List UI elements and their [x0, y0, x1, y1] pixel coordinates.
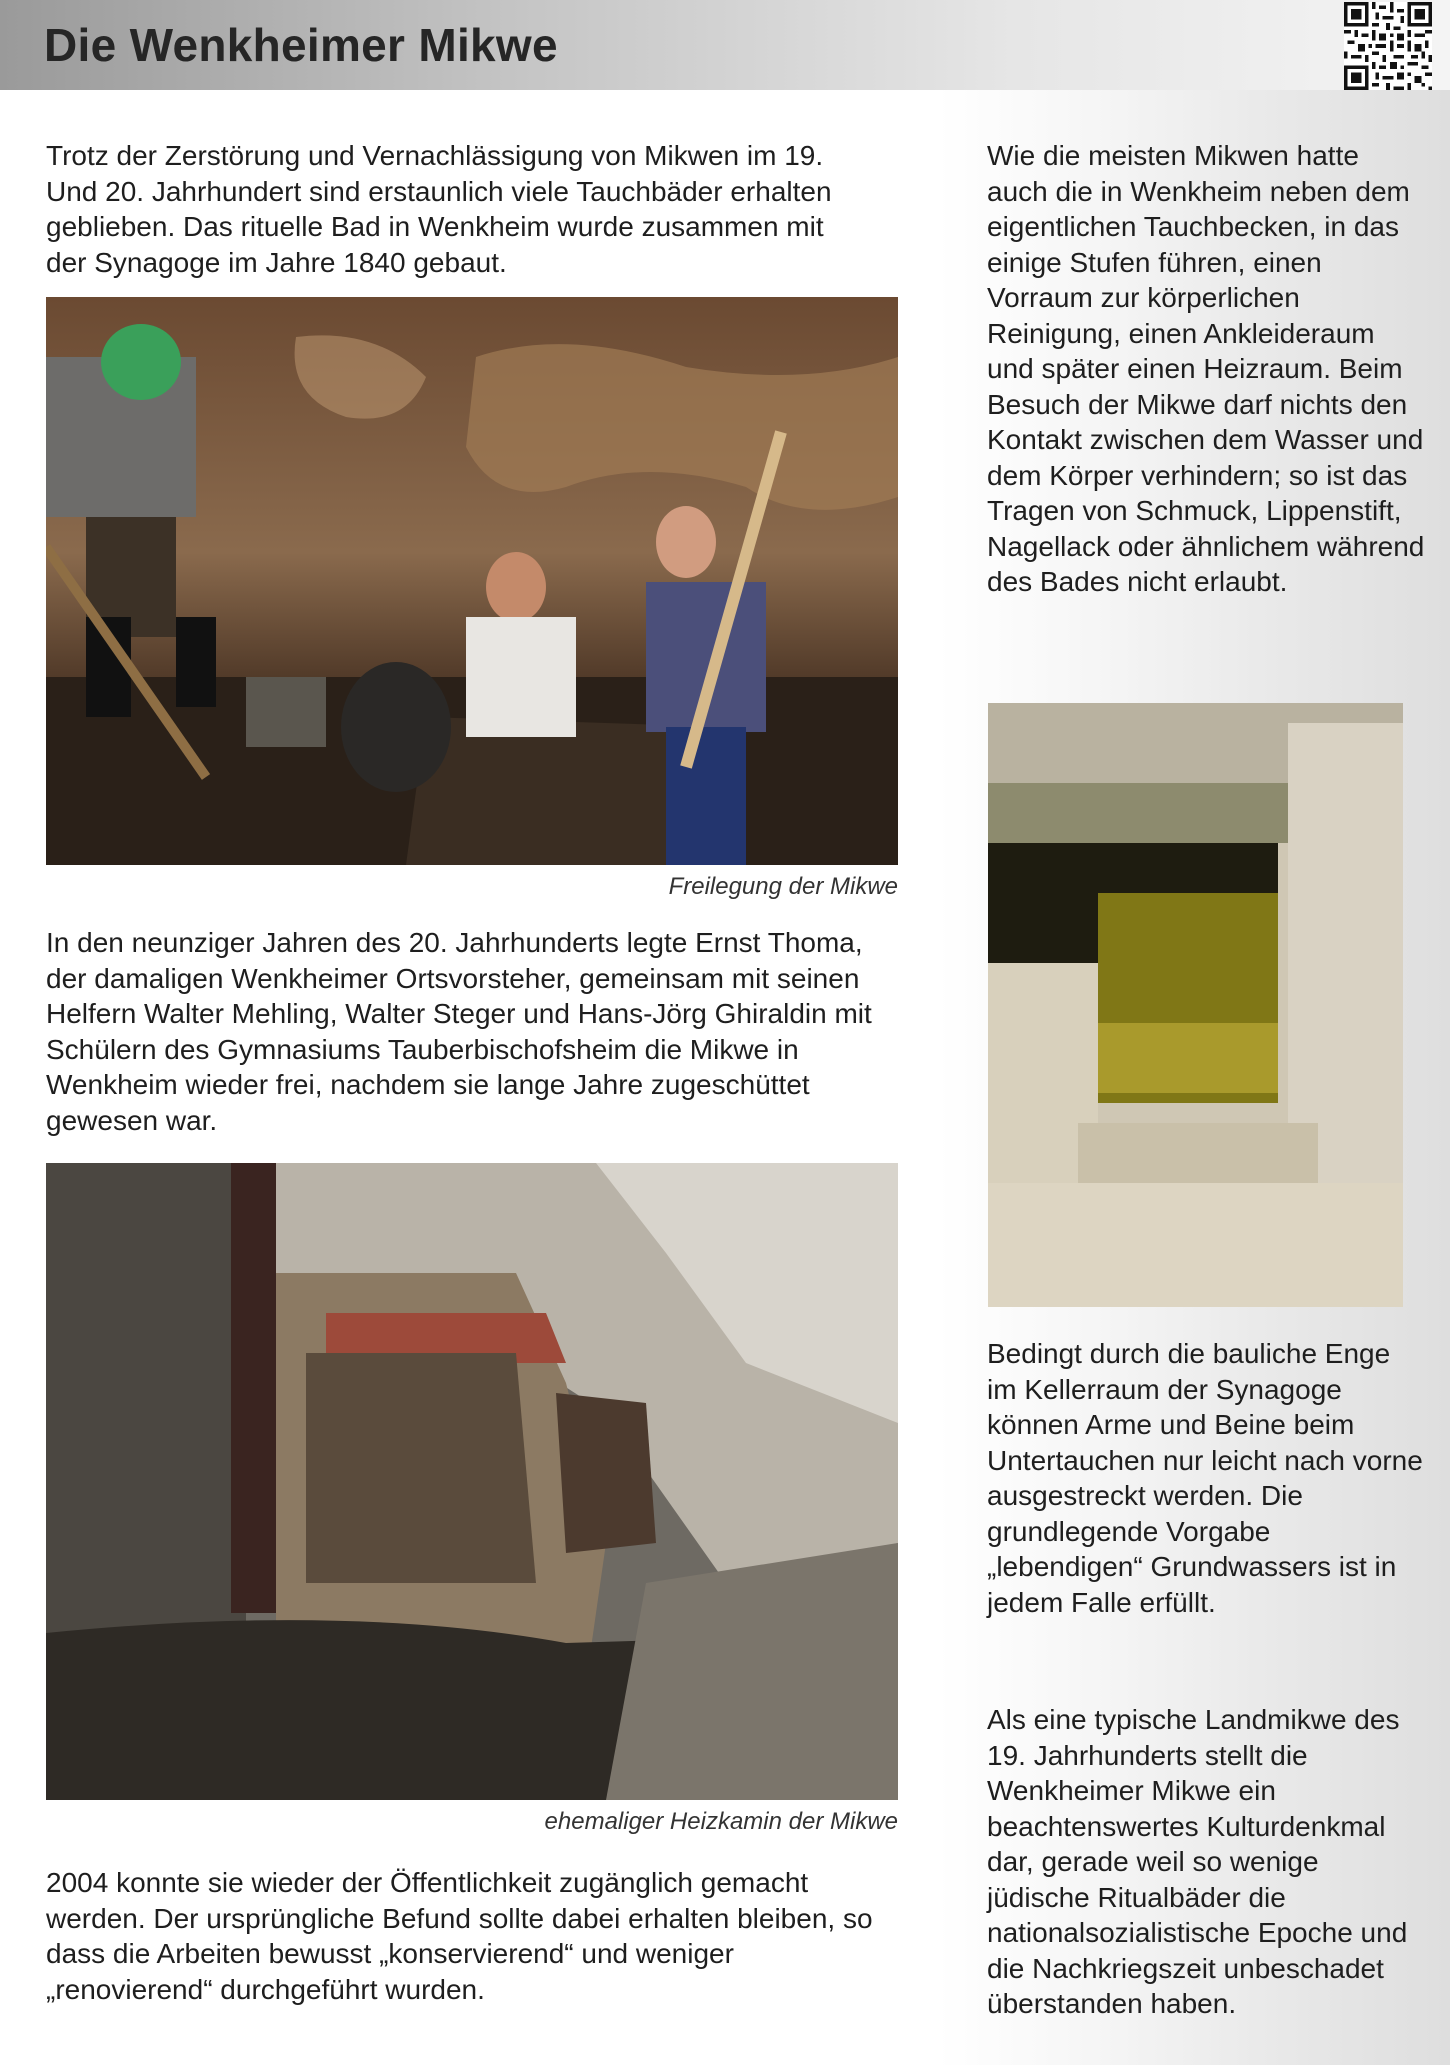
monument-paragraph: Als eine typische Landmikwe des 19. Jahrhunderts stellt die Wenkheimer Mikwe ein beachtenswertes Kulturdenkmal dar, gerade weil so wenige jüdische Ritualbäder die nationalsozialistische Epoche und die Nachkriegszeit unbeschadet überstanden haben. [987, 1704, 1408, 2019]
intro-paragraph: Trotz der Zerstörung und Vernachlässigung von Mikwen im 19. Und 20. Jahrhundert sind erstaunlich viele Tauchbäder erhalten geblieben. Das rituelle Bad in Wenkheim wurde zusammen mit der Synagoge im Jahre 1840 gebaut. [46, 140, 832, 278]
photo2-caption: ehemaliger Heizkamin der Mikwe [544, 1808, 898, 1835]
photo1-caption: Freilegung der Mikwe [668, 873, 898, 900]
mikwe-rooms-paragraph: Wie die meisten Mikwen hatte auch die in Wenkheim neben dem eigentlichen Tauchbecken, in das einige Stufen führen, einen Vorraum zur körperlichen Reinigung, einen Ankleideraum und später einen Heizraum. Beim Besuch der Mikwe darf nichts den Kontakt zwischen dem Wasser und dem Körper verhindern; so ist das Tragen von Schmuck, Lippenstift, Nagellack oder ähnlichem während des Bades nicht erlaubt. [987, 140, 1425, 597]
excavation-photo [46, 297, 898, 865]
immersion-pool-photo [988, 703, 1403, 1307]
page-title: Die Wenkheimer Mikwe [44, 19, 558, 71]
header-bar [0, 0, 1450, 90]
immersion-paragraph: Bedingt durch die bauliche Enge im Kellerraum der Synagoge können Arme und Beine beim Untertauchen nur leicht nach vorne ausgestreckt werden. Die grundlegende Vorgabe „lebendigen“ Grundwassers ist in jedem Falle erfüllt. [987, 1338, 1423, 1618]
restoration-paragraph: 2004 konnte sie wieder der Öffentlichkeit zugänglich gemacht werden. Der ursprüngliche Befund sollte dabei erhalten bleiben, so dass die Arbeiten bewusst „konservierend“ und weniger „renovierend“ durchgeführt wurden. [46, 1867, 873, 2005]
history-paragraph: In den neunziger Jahren des 20. Jahrhunderts legte Ernst Thoma, der damaligen Wenkheimer Ortsvorsteher, gemeinsam mit seinen Helfern Walter Mehling, Walter Steger und Hans-Jörg Ghiraldin mit Schülern des Gymnasiums Tauberbischofsheim die Mikwe in Wenkheim wieder frei, nachdem sie lange Jahre zugeschüttet gewesen war. [46, 927, 872, 1136]
qr-code-icon [1344, 2, 1432, 90]
fireplace-photo [46, 1163, 898, 1800]
